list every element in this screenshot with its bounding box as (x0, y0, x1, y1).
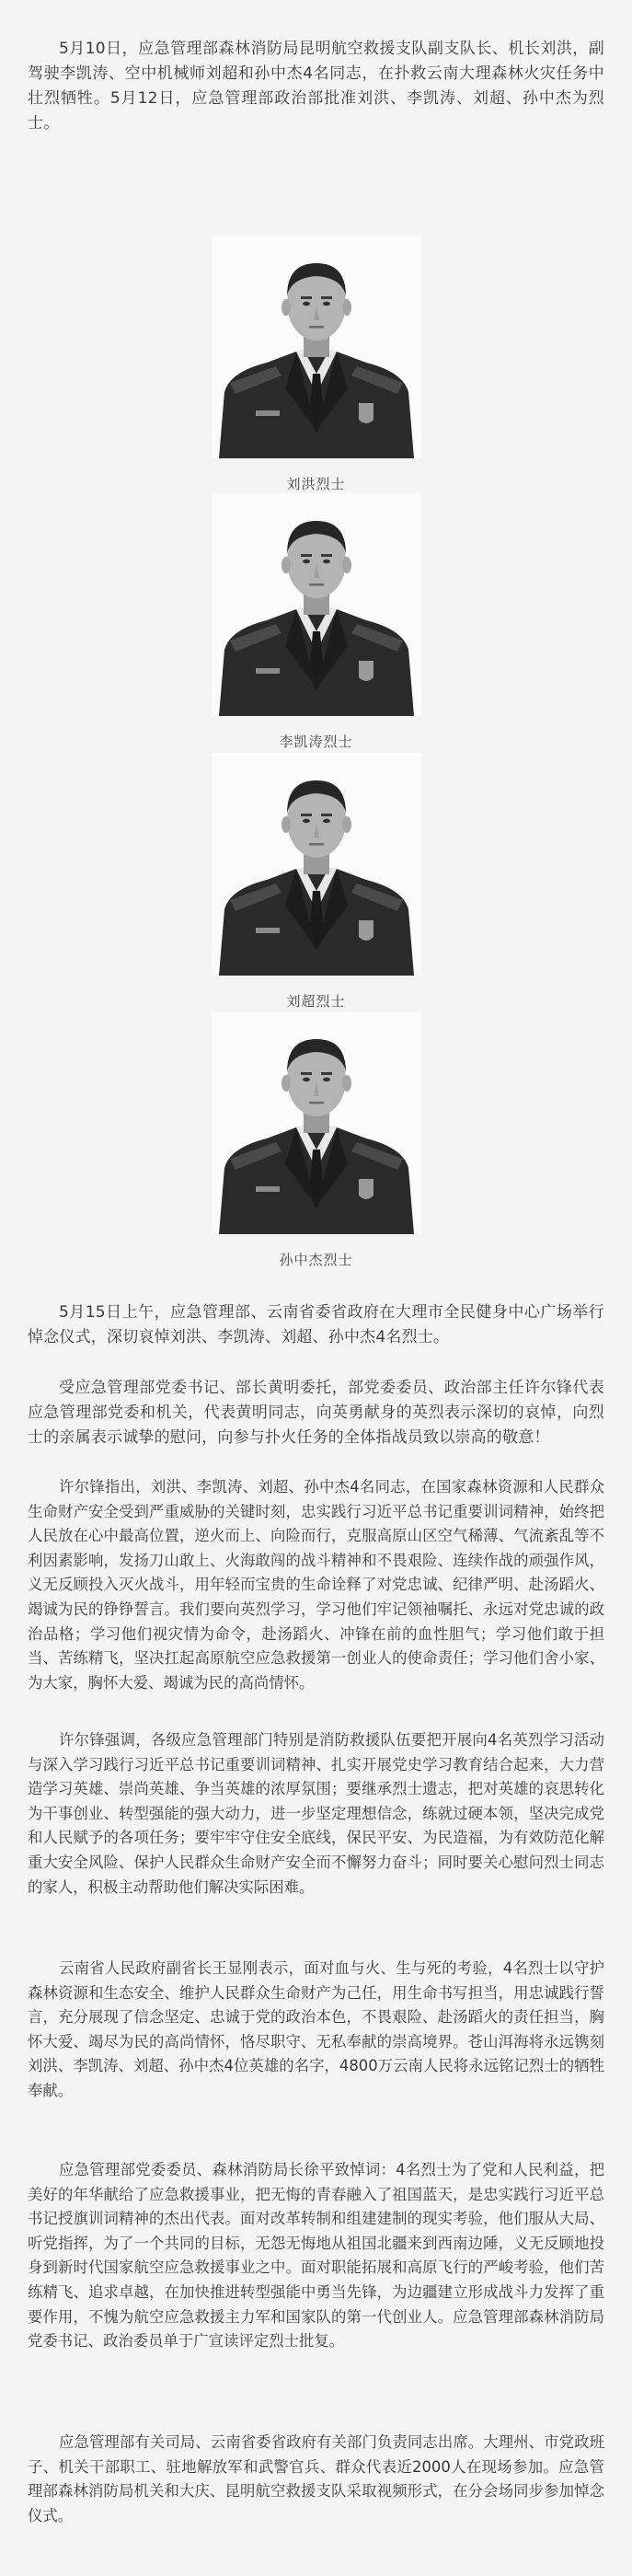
portrait-block-likaitao (0, 493, 632, 751)
speech-paragraph-1: 许尔锋指出，刘洪、李凯涛、刘超、孙中杰4名同志，在国家森林资源和人民群众生命财产安全受到严重威胁的关键时刻，忠实践行习近平总书记重要训词精神，始终把人民放在心中最高位置，逆火而上、向险而行，克服高原山区空气稀薄、气流紊乱等不利因素影响，发扬刀山敢上、火海敢闯的战斗精神和不畏艰险、连续作战的顽强作风，义无反顾投入灭火战斗，用年轻而宝贵的生命诠释了对党忠诚、纪律严明、赴汤蹈火、竭诚为民的铮铮誓言。我们要向英烈学习，学习他们牢记领袖嘱托、永远对党忠诚的政治品格；学习他们视灾情为命令，赴汤蹈火、冲锋在前的血性胆气；学习他们敢于担当、苦练精飞，坚决扛起高原航空应急救援第一创业人的使命责任；学习他们舍小家、为大家，胸怀大爱、竭诚为民的高尚情怀。 (28, 1478, 604, 1692)
portrait-photo-likaitao (212, 493, 421, 716)
speech-paragraph-2: 许尔锋强调，各级应急管理部门特别是消防救援队伍要把开展向4名英烈学习活动与深入学习践行习近平总书记重要训词精神、扎实开展党史学习教育结合起来，大力营造学习英雄、崇尚英雄、争当英雄的浓厚氛围；要继承烈士遗志，把对英雄的哀思转化为干事创业、转型强能的强大动力，进一步坚定理想信念，练就过硬本领，坚决完成党和人民赋予的各项任务；要牢牢守住安全底线，保民平安、为民造福，为有效防范化解重大安全风险、保护人民群众生命财产安全而不懈努力奋斗；同时要关心慰问烈士同志的家人，积极主动帮助他们解决实际困难。 (28, 1731, 604, 1896)
portrait-graphic (212, 493, 421, 716)
vice-governor-paragraph: 云南省人民政府副省长王显刚表示，面对血与火、生与死的考验，4名烈士以守护森林资源和生态安全、维护人民群众生命财产为己任，用生命书写担当，用忠诚践行誓言，充分展现了信念坚定、忠诚于党的政治本色，不畏艰险、赴汤蹈火的责任担当，胸怀大爱、竭尽为民的高尚情怀，恪尽职守、无私奉献的崇高境界。苍山洱海将永远镌刻刘洪、李凯涛、刘超、孙中杰4位英雄的名字，4800万云南人民将永远铭记烈士的牺牲奉献。 (28, 1959, 604, 2099)
portrait-graphic (212, 753, 421, 976)
portrait-caption: 刘超烈士 (286, 993, 346, 1010)
intro-paragraph: 5月10日，应急管理部森林消防局昆明航空救援支队副支队长、机长刘洪，副驾驶李凯涛、空中机械师刘超和孙中杰4名同志，在扑救云南大理森林火灾任务中壮烈牺牲。5月12日，应急管理部政治部批准刘洪、李凯涛、刘超、孙中杰为烈士。 (28, 40, 604, 133)
portrait-block-sunzhongjie (0, 1011, 632, 1269)
portrait-photo-liuchao (212, 753, 421, 976)
portrait-caption: 李凯涛烈士 (279, 734, 353, 750)
portrait-graphic (212, 236, 421, 458)
portrait-block-liuchao (0, 753, 632, 1011)
ceremony-paragraph: 5月15日上午，应急管理部、云南省委省政府在大理市全民健身中心广场举行悼念仪式，深切哀悼刘洪、李凯涛、刘超、孙中杰4名烈士。 (28, 1303, 604, 1346)
portrait-caption: 刘洪烈士 (286, 476, 346, 492)
portrait-block-liuhong (0, 236, 632, 493)
portrait-photo-sunzhongjie (212, 1011, 421, 1234)
condolence-paragraph: 受应急管理部党委书记、部长黄明委托，部党委委员、政治部主任许尔锋代表应急管理部党委和机关，代表黄明同志，向英勇献身的英烈表示深切的哀悼，向烈士的亲属表示诚挚的慰问，向参与扑火任务的全体指战员致以崇高的敬意！ (28, 1379, 604, 1447)
eulogy-paragraph: 应急管理部党委委员、森林消防局长徐平致悼词：4名烈士为了党和人民利益，把美好的年华献给了应急救援事业，把无悔的青春融入了祖国蓝天，是忠实践行习近平总书记授旗训词精神的杰出代表。面对改革转制和组建建制的现实考验，他们服从大局、听党指挥，为了一个共同的目标，无怨无悔地从祖国北疆来到西南边陲，义无反顾地投身到新时代国家航空应急救援事业之中。面对职能拓展和高原飞行的严峻考验，他们苦练精飞、追求卓越，在加快推进转型强能中勇当先锋，为边疆建立形成战斗力发挥了重要作用，不愧为航空应急救援主力军和国家队的第一代创业人。应急管理部森林消防局党委书记、政治委员单于广宣读评定烈士批复。 (28, 2161, 604, 2351)
portrait-caption: 孙中杰烈士 (279, 1252, 353, 1268)
portrait-photo-liuhong (212, 236, 421, 458)
attendance-paragraph: 应急管理部有关司局、云南省委省政府有关部门负责同志出席。大理州、市党政班子、机关干部职工、驻地解放军和武警官兵、群众代表近2000人在现场参加。应急管理部森林消防局机关和大庆、昆明航空救援支队采取视频形式，在分会场同步参加悼念仪式。 (28, 2433, 604, 2524)
portrait-graphic (212, 1011, 421, 1234)
